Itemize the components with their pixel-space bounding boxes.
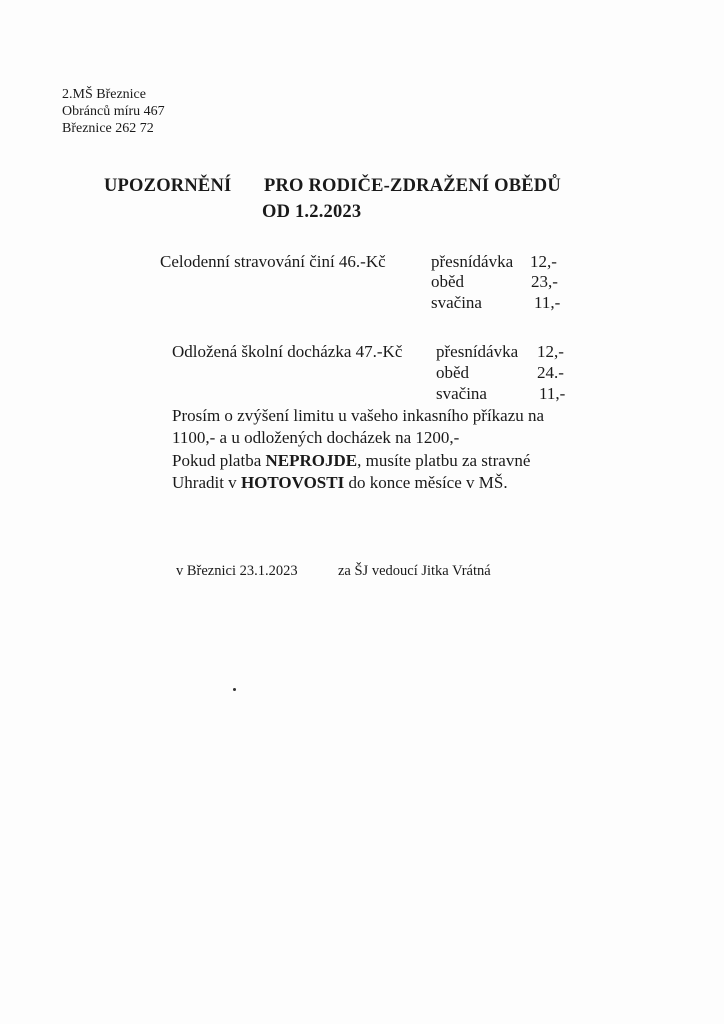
full-day-item-price: 12,- [530, 252, 557, 271]
notice-line-3-text: Pokud platba [172, 451, 266, 470]
notice-emphasis-hotovosti: HOTOVOSTI [240, 473, 345, 492]
stray-dot [233, 688, 236, 691]
deferred-item-name: přesnídávka [436, 342, 519, 361]
notice-line-2: 1100,- a u odložených docházek na 1200,- [172, 428, 460, 447]
notice-line-4-text: Uhradit v [172, 473, 241, 492]
full-day-item-name: oběd [431, 272, 465, 291]
notice-line-4 [172, 473, 508, 493]
full-day-label: Celodenní stravování činí 46.-Kč [160, 252, 386, 271]
deferred-item-name: oběd [436, 363, 470, 382]
notice-line-1: Prosím o zvýšení limitu u vašeho inkasního příkazu na [172, 406, 545, 425]
sender-line-3: Březnice 262 72 [62, 121, 154, 136]
full-day-item-name: přesnídávka [431, 252, 514, 271]
deferred-item-price: 11,- [539, 384, 566, 403]
sender-line-1: 2.MŠ Březnice [62, 87, 146, 102]
full-day-item-price: 23,- [531, 272, 558, 291]
deferred-item-price: 12,- [537, 342, 564, 361]
deferred-label: Odložená školní docházka 47.-Kč [172, 342, 403, 361]
heading-date: OD 1.2.2023 [262, 202, 362, 222]
signature-line: za ŠJ vedoucí Jitka Vrátná [338, 563, 491, 579]
heading-subject: PRO RODIČE-ZDRAŽENÍ OBĚDŮ [264, 176, 561, 196]
sender-line-2: Obránců míru 467 [62, 104, 165, 119]
deferred-item-price: 24.- [537, 363, 564, 382]
deferred-item-name: svačina [436, 384, 487, 403]
notice-line-3-text: , musíte platbu za stravné [357, 451, 531, 470]
full-day-item-name: svačina [431, 293, 482, 312]
place-date: v Březnici 23.1.2023 [176, 563, 298, 579]
notice-line-3 [172, 451, 530, 471]
notice-emphasis-neprojde: NEPROJDE [265, 451, 358, 470]
heading-upozorneni: UPOZORNĚNÍ [104, 176, 232, 196]
full-day-item-price: 11,- [534, 293, 561, 312]
notice-line-4-text: do konce měsíce v MŠ. [344, 473, 508, 492]
